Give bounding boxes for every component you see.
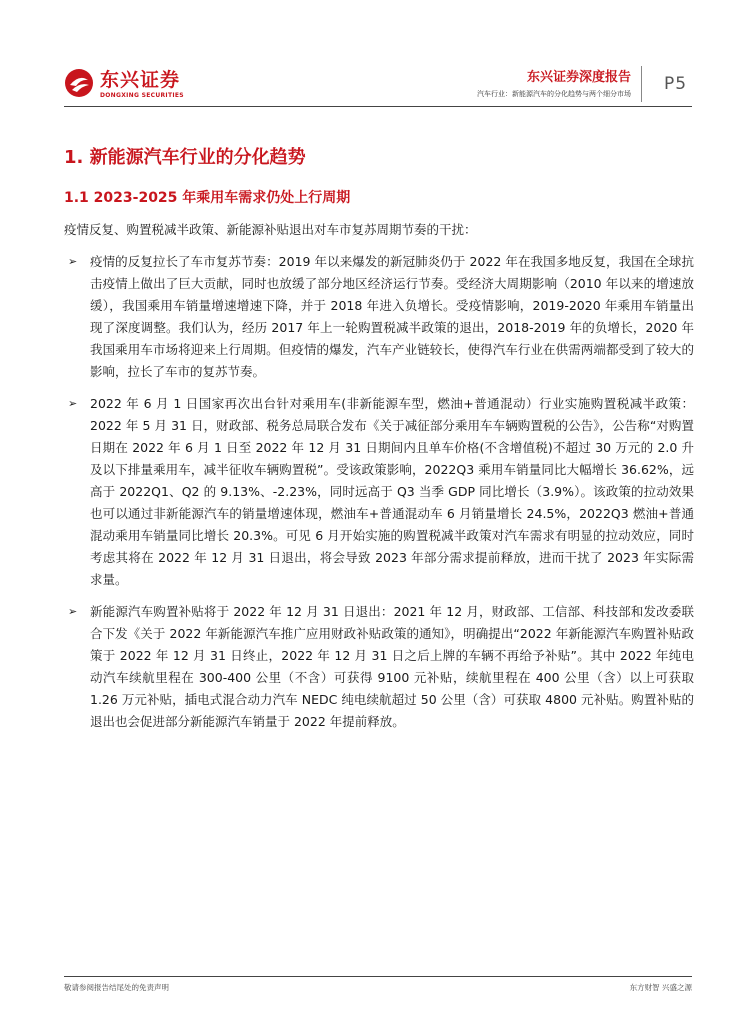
page-header bbox=[0, 0, 755, 110]
arrow-bullet-icon: ➢ bbox=[68, 397, 78, 410]
section-title: 1. 新能源汽车行业的分化趋势 bbox=[64, 147, 306, 168]
logo-name-cn: 东兴证券 bbox=[100, 69, 181, 91]
main-content bbox=[64, 145, 694, 733]
company-logo bbox=[64, 64, 194, 104]
dongxing-logo-icon bbox=[64, 68, 94, 98]
header-rule bbox=[64, 106, 692, 107]
page-number: P5 bbox=[664, 74, 688, 94]
arrow-bullet-icon: ➢ bbox=[68, 255, 78, 268]
arrow-bullet-icon: ➢ bbox=[68, 605, 78, 618]
bullet-item bbox=[64, 393, 694, 591]
intro-paragraph: 疫情反复、购置税减半政策、新能源补贴退出对车市复苏周期节奏的干扰： bbox=[64, 222, 477, 237]
company-slogan: 东方财智 兴盛之源 bbox=[629, 983, 692, 992]
bullet-text: 疫情的反复拉长了车市复苏节奏：2019 年以来爆发的新冠肺炎仍于 2022 年在我国多地反复，我国在全球抗击疫情上做出了巨大贡献，同时也放缓了部分地区经济运行节奏。受经济大周期影响（2010 年以来的增速放缓），我国乘用车销量增速增速下降，并于 2018 年进入负增长。受疫情影响，2019-2020 年乘用车销量出现了深度调整。我们认为，经历 2017 年上一轮购置税减半政策的退出，2018-2019 年的负增长，2020 年我国乘用车市场将迎来上行周期。但疫情的爆发，汽车产业链较长，使得汽车行业在供需两端都受到了较大的影响，拉长了车市的复苏节奏。 bbox=[90, 254, 694, 379]
disclaimer-note: 敬请参阅报告结尾处的免责声明 bbox=[64, 983, 169, 992]
report-subtitle: 汽车行业：新能源汽车的分化趋势与两个细分市场 bbox=[477, 90, 631, 98]
header-divider bbox=[641, 66, 642, 102]
subsection-title: 1.1 2023-2025 年乘用车需求仍处上行周期 bbox=[64, 190, 351, 206]
report-title: 东兴证券深度报告 bbox=[526, 70, 631, 85]
bullet-text: 2022 年 6 月 1 日国家再次出台针对乘用车(非新能源车型，燃油+普通混动）行业实施购置税减半政策：2022 年 5 月 31 日，财政部、税务总局联合发布《关于减征部分乘用车车辆购置税的公告》，公告称“对购置日期在 2022 年 6 月 1 日至 2022 年 12 月 31 日期间内且单车价格(不含增值税)不超过 30 万元的 2.0 升及以下排量乘用车，减半征收车辆购置税”。受该政策影响，2022Q3 乘用车销量同比大幅增长 36.62%，远高于 2022Q1、Q2 的 9.13%、-2.23%，同时远高于 Q3 当季 GDP 同比增长（3.9%）。该政策的拉动效果也可以通过非新能源汽车的销量增速体现，燃油车+普通混动车 6 月销量增长 24.5%，2022Q3 燃油+普通混动乘用车销量同比增长 20.3%。可见 6 月开始实施的购置税减半政策对汽车需求有明显的拉动效应，同时考虑其将在 2022 年 12 月 31 日退出，将会导致 2023 年部分需求提前释放，进而干扰了 2023 年实际需求量。 bbox=[90, 396, 694, 587]
logo-name-en: DONGXING SECURITIES bbox=[100, 92, 184, 99]
bullet-text: 新能源汽车购置补贴将于 2022 年 12 月 31 日退出：2021 年 12 月，财政部、工信部、科技部和发改委联合下发《关于 2022 年新能源汽车推广应用财政补贴政策的通知》，明确提出“2022 年新能源汽车购置补贴政策于 2022 年 12 月 31 日终止，2022 年 12 月 31 日之后上牌的车辆不再给予补贴”。其中 2022 年纯电动汽车续航里程在 300-400 公里（不含）可获得 9100 元补贴，续航里程在 400 公里（含）以上可获取 1.26 万元补贴，插电式混合动力汽车 NEDC 纯电续航超过 50 公里（含）可获取 4800 元补贴。购置补贴的退出也会促进部分新能源汽车销量于 2022 年提前释放。 bbox=[90, 604, 694, 729]
footer-rule bbox=[64, 976, 692, 977]
bullet-item bbox=[64, 251, 694, 383]
bullet-item bbox=[64, 601, 694, 733]
